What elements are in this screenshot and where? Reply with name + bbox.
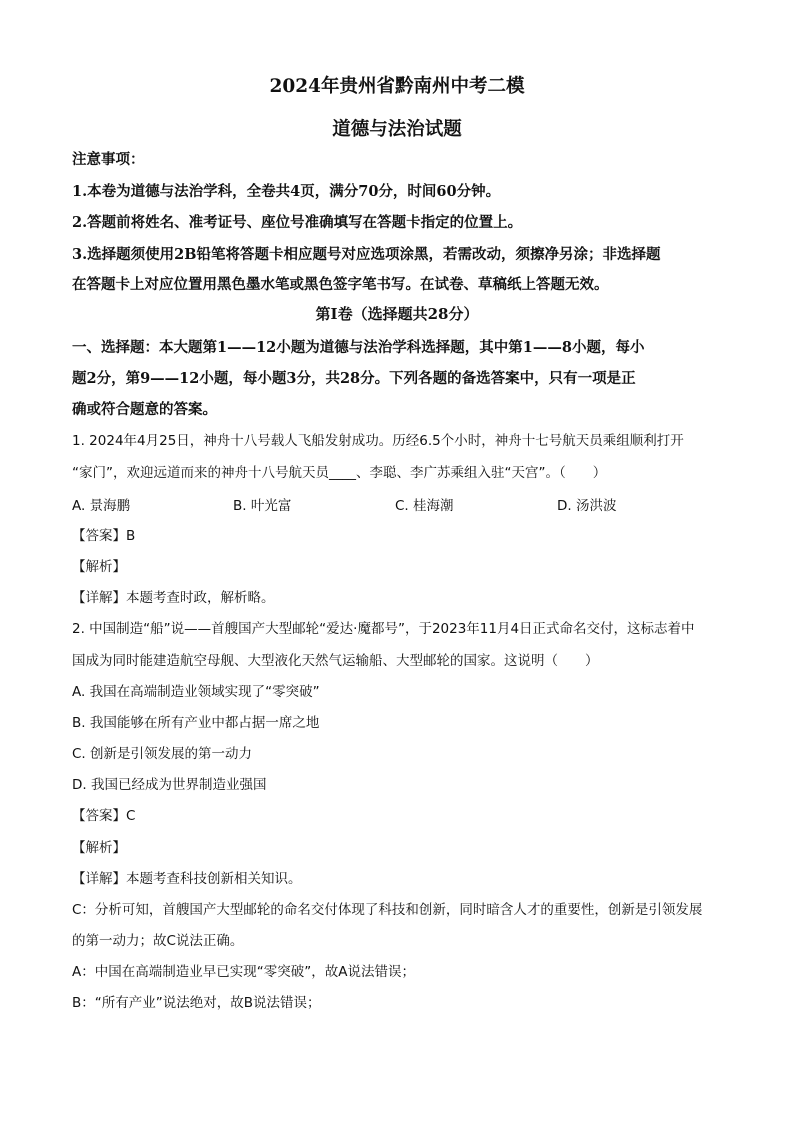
instruction-line-3: 确或符合题意的答案。 — [72, 401, 217, 418]
q2-option-d: D. 我国已经成为世界制造业强国 — [72, 777, 267, 793]
exam-subject-title: 道德与法治试题 — [332, 119, 462, 140]
notice-item-3-cont: 在答题卡上对应位置用黑色墨水笔或黑色签字笔书写。在试卷、草稿纸上答题无效。 — [72, 276, 609, 293]
instruction-line-1: 一、选择题：本大题第1——12小题为道德与法治学科选择题，其中第1——8小题，每小 — [72, 339, 645, 356]
notice-heading: 注意事项： — [72, 151, 145, 168]
q1-analysis: 【解析】 — [72, 559, 126, 575]
q2-explain-c: C：分析可知，首艘国产大型邮轮的命名交付体现了科技和创新，同时暗含人才的重要性，创新是引领发展 — [72, 902, 703, 918]
notice-item-1: 1.本卷为道德与法治学科，全卷共4页，满分70分，时间60分钟。 — [72, 183, 501, 200]
q1-option-c: C. 桂海潮 — [395, 498, 454, 514]
q2-stem-line-2: 国成为同时能建造航空母舰、大型液化天然气运输船、大型邮轮的国家。这说明（ ） — [72, 653, 599, 669]
q1-stem-line-1: 1. 2024年4月25日，神舟十八号载人飞船发射成功。历经6.5个小时，神舟十七号航天员乘组顺利打开 — [72, 433, 684, 449]
q2-explain-b: B：“所有产业”说法绝对，故B说法错误； — [72, 995, 321, 1011]
notice-item-2: 2.答题前将姓名、准考证号、座位号准确填写在答题卡指定的位置上。 — [72, 214, 523, 231]
section-title: 第Ⅰ卷（选择题共28分） — [315, 305, 479, 323]
q1-option-a: A. 景海鹏 — [72, 498, 131, 514]
notice-item-3: 3.选择题须使用2B铅笔将答题卡相应题号对应选项涂黑，若需改动，须擦净另涂；非选择题 — [72, 246, 661, 263]
q2-option-a: A. 我国在高端制造业领域实现了“零突破” — [72, 684, 320, 700]
q2-detail: 【详解】本题考查科技创新相关知识。 — [72, 871, 302, 887]
q2-option-c: C. 创新是引领发展的第一动力 — [72, 746, 253, 762]
q2-explain-c-cont: 的第一动力；故C说法正确。 — [72, 933, 244, 949]
q2-answer: 【答案】C — [72, 808, 136, 824]
q1-stem-line-2: “家门”，欢迎远道而来的神舟十八号航天员____、李聪、李广苏乘组入驻“天宫”。（ ） — [72, 465, 607, 481]
q1-detail: 【详解】本题考查时政，解析略。 — [72, 590, 275, 606]
q2-option-b: B. 我国能够在所有产业中都占据一席之地 — [72, 715, 320, 731]
q2-stem-line-1: 2. 中国制造“船”说——首艘国产大型邮轮“爱达·魔都号”，于2023年11月4日正式命名交付，这标志着中 — [72, 621, 695, 637]
q1-answer: 【答案】B — [72, 528, 136, 544]
q2-analysis: 【解析】 — [72, 840, 126, 856]
q2-explain-a: A：中国在高端制造业早已实现“零突破”，故A说法错误； — [72, 964, 415, 980]
q1-option-d: D. 汤洪波 — [557, 498, 617, 514]
q1-option-b: B. 叶光富 — [233, 498, 292, 514]
exam-title: 2024年贵州省黔南州中考二模 — [269, 76, 525, 97]
instruction-line-2: 题2分，第9——12小题，每小题3分，共28分。下列各题的备选答案中，只有一项是正 — [72, 370, 636, 387]
